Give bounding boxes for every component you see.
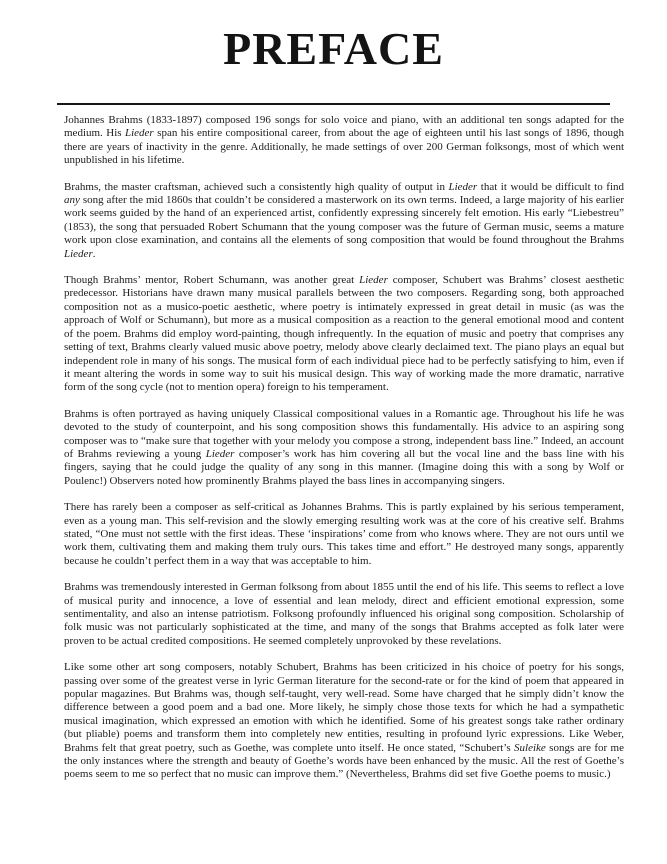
text-run: There has rarely been a composer as self-critical as Johannes Brahms. This is partly explained by his serious temperament, even as a young man. This self-revision and the slowly emerging resulting work was at the core of his creative self. Brahms stated, “One must not settle with the first ideas. These ‘inspirations’ come from who knows where. They are not ours until we work them, cultivating them and making them truly ours. This takes time and effort.” He destroyed many songs, apparently because he couldn’t perfect them in a way that was acceptable to him. — [64, 501, 624, 567]
paragraph — [64, 408, 624, 488]
text-run: Brahms is often portrayed as having uniquely Classical compositional values in a Romantic age. Throughout his life he was devoted to the study of counterpoint, and his song composition shows this fundamentally. His advice to an aspiring song composer was to “make sure that together with your melody you compose a strong, independent bass line.” Indeed, an account of Brahms reviewing a young — [64, 407, 624, 460]
italic-text-run: Lieder — [64, 247, 93, 260]
text-run: composer, Schubert was Brahms’ closest aesthetic predecessor. Historians have drawn many musical parallels between the two composers. Regarding song, both approached composition not as a musico-poetic aesthetic, where poetry is intimately expressed in great detail in music (as was the approach of Wolf or Schumann), but more as a musical composition as a reaction to the general emotional mood and content of the poem. Brahms did employ word-painting, though infrequently. In the equation of music and poetry that comprises any setting of text, Brahms clearly valued music above poetry, melody above clearly declaimed text. The piano plays an equal but independent role in many of his songs. The musical form of each individual piece had to be perfectly satisfying to him, even if it meant altering the words in some way to suit his musical design. This way of working made the more dramatic, narrative form of the song cycle (not to mention opera) foreign to his temperament. — [64, 274, 624, 394]
text-run: songs are for me the only instances where the strength and beauty of Goethe’s words have been enhanced by the music. All the rest of Goethe’s poems seem to me so perfect that no music can improve them.” (Nevertheless, Brahms did set five Goethe poems to music.) — [64, 741, 624, 781]
text-run: span his entire compositional career, from about the age of eighteen until his last songs of 1896, though there are years of inactivity in the genre. Additionally, he made settings of over 200 German folksongs, most of which went unpublished in his lifetime. — [64, 127, 624, 167]
italic-text-run: Lieder — [124, 127, 154, 140]
page-title: PREFACE — [223, 23, 444, 74]
text-run: Brahms, the master craftsman, achieved such a consistently high quality of output in — [64, 180, 449, 193]
paragraph — [64, 581, 624, 648]
preface-body — [64, 114, 624, 782]
italic-text-run: Lieder — [359, 274, 388, 287]
paragraph — [64, 274, 624, 395]
text-run: Though Brahms’ mentor, Robert Schumann, was another great — [64, 274, 360, 287]
text-run: that it would be difficult to find — [477, 180, 624, 193]
text-run: composer’s work has him covering all but the vocal line and the bass line with his fingers, saying that he could judge the quality of any song in this manner. (Imagine doing this with a song by Wolf or Poulenc!) Observers noted how prominently Brahms played the bass lines in accompanying singers. — [64, 447, 624, 487]
text-run: Like some other art song composers, notably Schubert, Brahms has been criticized in his choice of poetry for his songs, passing over some of the greatest verse in lyric German literature for the second-rate or for the kind of poem that appeared in popular magazines. But Brahms was, though self-taught, very well-read. Some have charged that he simply didn’t know the difference between a good poem and a bad one. More likely, he simply chose those texts for which he had a sympathetic musical imagination, which expressed an emotion with which he identified. Some of his greatest songs take rather ordinary (but pliable) poems and transform them into completely new entities, resulting in profound lyric expressions. Like Weber, Brahms felt that great poetry, such as Goethe, was complete unto itself. He once stated, “Schubert’s — [64, 661, 624, 754]
text-run: . — [92, 247, 96, 260]
paragraph — [64, 661, 624, 782]
paragraph — [64, 501, 624, 568]
italic-text-run: any — [64, 194, 80, 207]
text-run: song after the mid 1860s that couldn’t be considered a masterwork on its own terms. Indeed, a large majority of his earlier work seems guided by the hand of an experienced artist, confidently expressing sincerely felt emotion. His early “Liebestreu” (1853), the song that persuaded Robert Schumann that the young composer was the future of German music, seems a mature work upon close examination, and contains all the elements of song composition that would be found throughout the Brahms — [64, 194, 624, 247]
title-divider — [57, 103, 610, 105]
italic-text-run: Lieder — [205, 447, 235, 460]
paragraph — [64, 114, 624, 168]
text-run: Brahms was tremendously interested in German folksong from about 1855 until the end of his life. This seems to reflect a love of musical purity and innocence, a love of essential and lean melody, direct and efficient emotional expression, some sentimentality, and also an intense patriotism. Folksong profoundly influenced his original song composition. Scholarship of folk music was not particularly sophisticated at the time, and many of the songs that Brahms accepted as folk later were proven to be actual credited compositions. He seemed completely unprovoked by these revelations. — [64, 581, 624, 647]
italic-text-run: Suleike — [514, 741, 546, 754]
paragraph — [64, 181, 624, 261]
text-run: Johannes Brahms (1833-1897) composed 196 songs for solo voice and piano, with an additional ten songs adapted for the medium. His — [64, 114, 624, 140]
italic-text-run: Lieder — [448, 180, 478, 193]
